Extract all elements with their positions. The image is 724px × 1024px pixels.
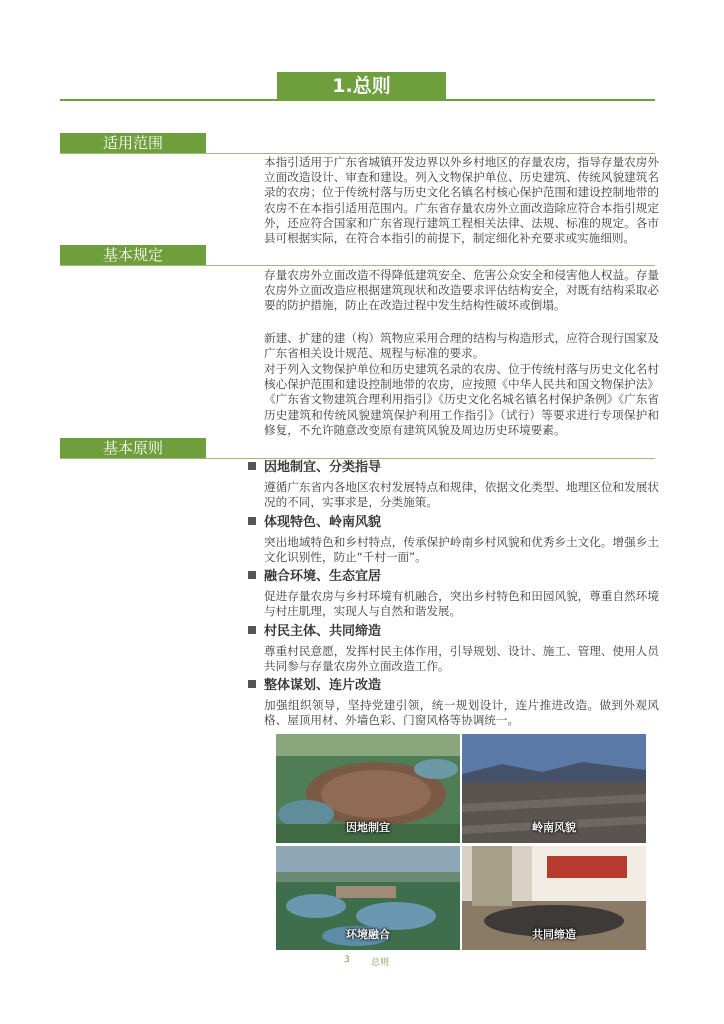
principle-1-text: 遵循广东省内各地区农村发展特点和规律，依据文化类型、地理区位和发展状况的不同，实事求是，分类施策。 — [264, 480, 659, 510]
basic-rules-paragraph-2: 新建、扩建的建（构）筑物应采用合理的结构与构造形式，应符合现行国家及广东省相关设计规范、规程与标准的要求。 — [264, 331, 659, 361]
principle-2-title: 体现特色、岭南风貌 — [248, 515, 381, 531]
section-label-principles: 基本原则 — [60, 438, 206, 458]
bullet-square-icon — [248, 680, 256, 688]
section-label-scope: 适用范围 — [60, 133, 206, 153]
principle-5-title: 整体谋划、连片改造 — [248, 678, 381, 694]
bullet-square-icon — [248, 462, 256, 470]
principle-2-text: 突出地域特色和乡村特点，传承保护岭南乡村风貌和优秀乡土文化。增强乡土文化识别性，防止“千村一面”。 — [264, 535, 659, 565]
photo-villager-meeting — [462, 846, 646, 950]
photo-village-aerial — [276, 734, 460, 843]
chapter-title: 1.总则 — [277, 72, 446, 100]
principle-4-text: 尊重村民意愿，发挥村民主体作用，引导规划、设计、施工、管理、使用人员共同参与存量农房外立面改造工作。 — [264, 644, 659, 674]
page-number: 3 — [344, 955, 350, 965]
basic-rules-paragraph-1: 存量农房外立面改造不得降低建筑安全、危害公众安全和侵害他人权益。存量农房外立面改造应根据建筑现状和改造要求评估结构安全，对既有结构采取必要的防护措施，防止在改造过程中发生结构性破坏或倒塌。 — [264, 268, 659, 313]
scope-paragraph: 本指引适用于广东省城镇开发边界以外乡村地区的存量农房，指导存量农房外立面改造设计、审查和建设。列入文物保护单位、历史建筑、传统风貌建筑名录的农房；位于传统村落与历史文化名镇名村核心保护范围和建设控制地带的农房不在本指引适用范围内。广东省存量农房外立面改造除应符合本指引规定外，还应符合国家和广东省现行建筑工程相关法律、法规、标准的规定。各市县可根据实际，在符合本指引的前提下，制定细化补充要求或实施细则。 — [264, 155, 659, 246]
basic-rules-paragraph-3: 对于列入文物保护单位和历史建筑名录的农房、位于传统村落与历史文化名村核心保护范围和建设控制地带的农房，应按照《中华人民共和国文物保护法》《广东省文物建筑合理利用指引》《历史文化名城名镇名村保护条例》《广东省历史建筑和传统风貌建筑保护利用工作指引》（试行）等要求进行专项保护和修复，不允许随意改变原有建筑风貌及周边历史环境要素。 — [264, 362, 659, 437]
photo-caption-1: 因地制宜 — [346, 821, 390, 834]
section-label-basic-rules: 基本规定 — [60, 245, 206, 265]
principle-5-text: 加强组织领导，坚持党建引领，统一规划设计，连片推进改造。做到外观风格、屋顶用材、外墙色彩、门窗风格等协调统一。 — [264, 698, 659, 728]
bullet-square-icon — [248, 571, 256, 579]
photo-caption-3: 环境融合 — [346, 928, 390, 941]
photo-caption-2: 岭南风貌 — [532, 821, 576, 834]
photo-caption-4: 共同缔造 — [532, 928, 576, 941]
photo-lingnan-roofs — [462, 734, 646, 843]
photo-wetland-village — [276, 846, 460, 950]
bullet-square-icon — [248, 517, 256, 525]
section-divider-principles — [60, 458, 655, 459]
section-divider-scope — [60, 153, 655, 154]
principle-4-title: 村民主体、共同缔造 — [248, 624, 381, 640]
principle-1-title: 因地制宜、分类指导 — [248, 460, 381, 476]
bullet-square-icon — [248, 626, 256, 634]
title-divider — [60, 99, 655, 101]
principle-3-text: 促进存量农房与乡村环境有机融合，突出乡村特色和田园风貌，尊重自然环境与村庄肌理，实现人与自然和谐发展。 — [264, 589, 659, 619]
section-divider-basic-rules — [60, 265, 655, 266]
footer-chapter: 总则 — [371, 958, 390, 968]
principle-3-title: 融合环境、生态宜居 — [248, 569, 381, 585]
